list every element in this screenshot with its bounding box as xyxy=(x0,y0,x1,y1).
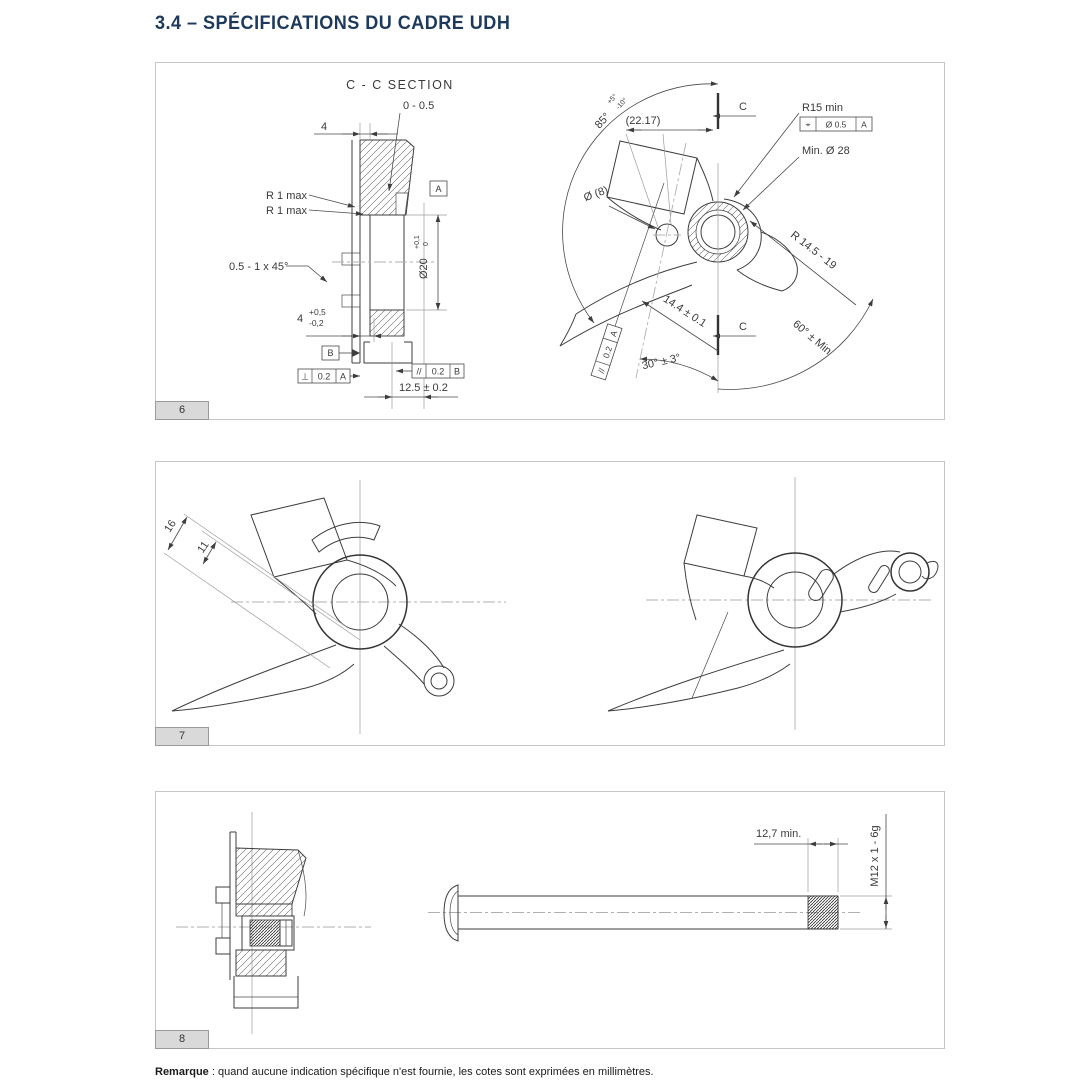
dim-angle30-group xyxy=(641,352,682,373)
figure-6-panel xyxy=(155,62,945,420)
fcf-perpendicularity xyxy=(298,369,360,383)
dim-chamfer-label: 0.5 - 1 x 45° xyxy=(229,261,289,273)
figure-7-panel xyxy=(155,461,945,746)
datum-a-label: A xyxy=(435,184,442,194)
dim-ref-offset: (22.17) xyxy=(625,115,661,127)
dim-thread-spec: M12 x 1 - 6g xyxy=(869,825,881,887)
hanger-left-view xyxy=(162,480,506,734)
cc-section-view xyxy=(229,78,464,409)
dim-16-11 xyxy=(162,514,360,668)
figure-7-badge xyxy=(155,727,209,746)
fcf-perp-datum: A xyxy=(339,371,347,382)
fcf-perp-value: 0.2 xyxy=(317,371,331,382)
figure-7-drawing xyxy=(156,462,944,746)
fcf-pos-symbol: ⌖ xyxy=(805,119,811,130)
dim-radius-min: R15 min xyxy=(802,102,843,114)
figure-6-drawing xyxy=(156,63,944,419)
hanger-dimensions xyxy=(563,84,873,393)
dim-tab-label: 4 xyxy=(321,121,328,133)
fcf-parallelism xyxy=(396,364,464,378)
dim-offset-group xyxy=(661,293,709,330)
fcf-par-datum: B xyxy=(453,366,461,377)
hanger-interface-view xyxy=(560,84,873,393)
dim-angle85: 85° xyxy=(592,110,613,132)
footnote-text: : quand aucune indication spécifique n'est fournie, les cotes sont exprimées en millimètres. xyxy=(208,1066,654,1078)
figure-8-badge xyxy=(155,1030,209,1049)
fcf-position xyxy=(800,117,872,131)
figure-8-panel xyxy=(155,791,945,1049)
fcf-pos-datum: A xyxy=(861,119,867,130)
footnote-label: Remarque xyxy=(155,1066,209,1078)
dim-11: 11 xyxy=(195,539,212,556)
dim-bore-tol-plus: +0,1 xyxy=(414,235,421,249)
dim-bore-group xyxy=(414,235,430,279)
dim-16: 16 xyxy=(162,517,179,535)
dim-radius-range-group xyxy=(788,229,838,272)
dim-hole-dia: Ø (8) xyxy=(582,184,610,205)
dim-hole-group xyxy=(582,184,610,204)
figure-8-drawing xyxy=(156,792,944,1050)
footnote xyxy=(155,1066,654,1078)
fcf-par2-symbol: // xyxy=(595,366,607,375)
dim-angle60-group xyxy=(790,318,833,357)
dim-angle85-group xyxy=(588,89,629,131)
dim-thread-length: 12,7 min. xyxy=(756,828,802,840)
thru-axle-view xyxy=(428,814,892,941)
figure-7-number: 7 xyxy=(178,730,186,742)
insert-section-view xyxy=(176,812,371,1034)
dim-angle85-tol-minus: -10° xyxy=(615,96,629,112)
dim-thickness-tol-plus: +0,5 xyxy=(309,307,326,317)
dim-r1max-2: R 1 max xyxy=(266,205,307,217)
dim-angle60: 60° ± Min xyxy=(790,318,834,358)
figure-6-number: 6 xyxy=(178,404,186,416)
cc-dimensions xyxy=(229,100,464,397)
dim-angle30: 30° ± 3° xyxy=(640,351,682,373)
dim-min-bore: Min. Ø 28 xyxy=(802,145,850,157)
section-c-top: C xyxy=(739,101,747,113)
fcf-par-symbol: // xyxy=(416,366,422,377)
datum-b-label: B xyxy=(327,348,334,358)
dim-width-label: 12.5 ± 0.2 xyxy=(399,382,448,394)
fcf-pos-value: Ø 0.5 xyxy=(825,119,847,130)
dim-bore-dia: Ø20 xyxy=(418,258,430,279)
fcf-par-value: 0.2 xyxy=(431,366,445,377)
figure-8-number: 8 xyxy=(178,1033,186,1045)
dim-radius-range: R 14.5 - 19 xyxy=(788,229,839,272)
page-title: 3.4 – SPÉCIFICATIONS DU CADRE UDH xyxy=(155,13,511,34)
dim-angle85-tol-plus: +5° xyxy=(606,93,619,106)
dim-thickness-tol-minus: -0,2 xyxy=(309,318,324,328)
fcf-par2-value: 0.2 xyxy=(600,344,615,360)
section-c-bottom: C xyxy=(739,321,747,333)
fcf-par2-datum: A xyxy=(607,329,620,338)
section-view-title: C - C SECTION xyxy=(346,78,454,92)
fcf-parallelism-2 xyxy=(591,324,622,380)
dim-offset: 14.4 ± 0.1 xyxy=(660,293,709,330)
dim-gap-label: 0 - 0.5 xyxy=(403,100,435,112)
figure-6-badge xyxy=(155,401,209,420)
dim-bore-tol-minus: 0 xyxy=(423,242,430,246)
dim-r1max-1: R 1 max xyxy=(266,190,307,202)
fcf-perp-symbol: ⊥ xyxy=(301,371,309,382)
datum-b-triangle xyxy=(352,349,360,357)
dim-thickness: 4 xyxy=(297,313,304,325)
hanger-right-view xyxy=(608,477,938,730)
hanger-geometry xyxy=(560,141,797,378)
